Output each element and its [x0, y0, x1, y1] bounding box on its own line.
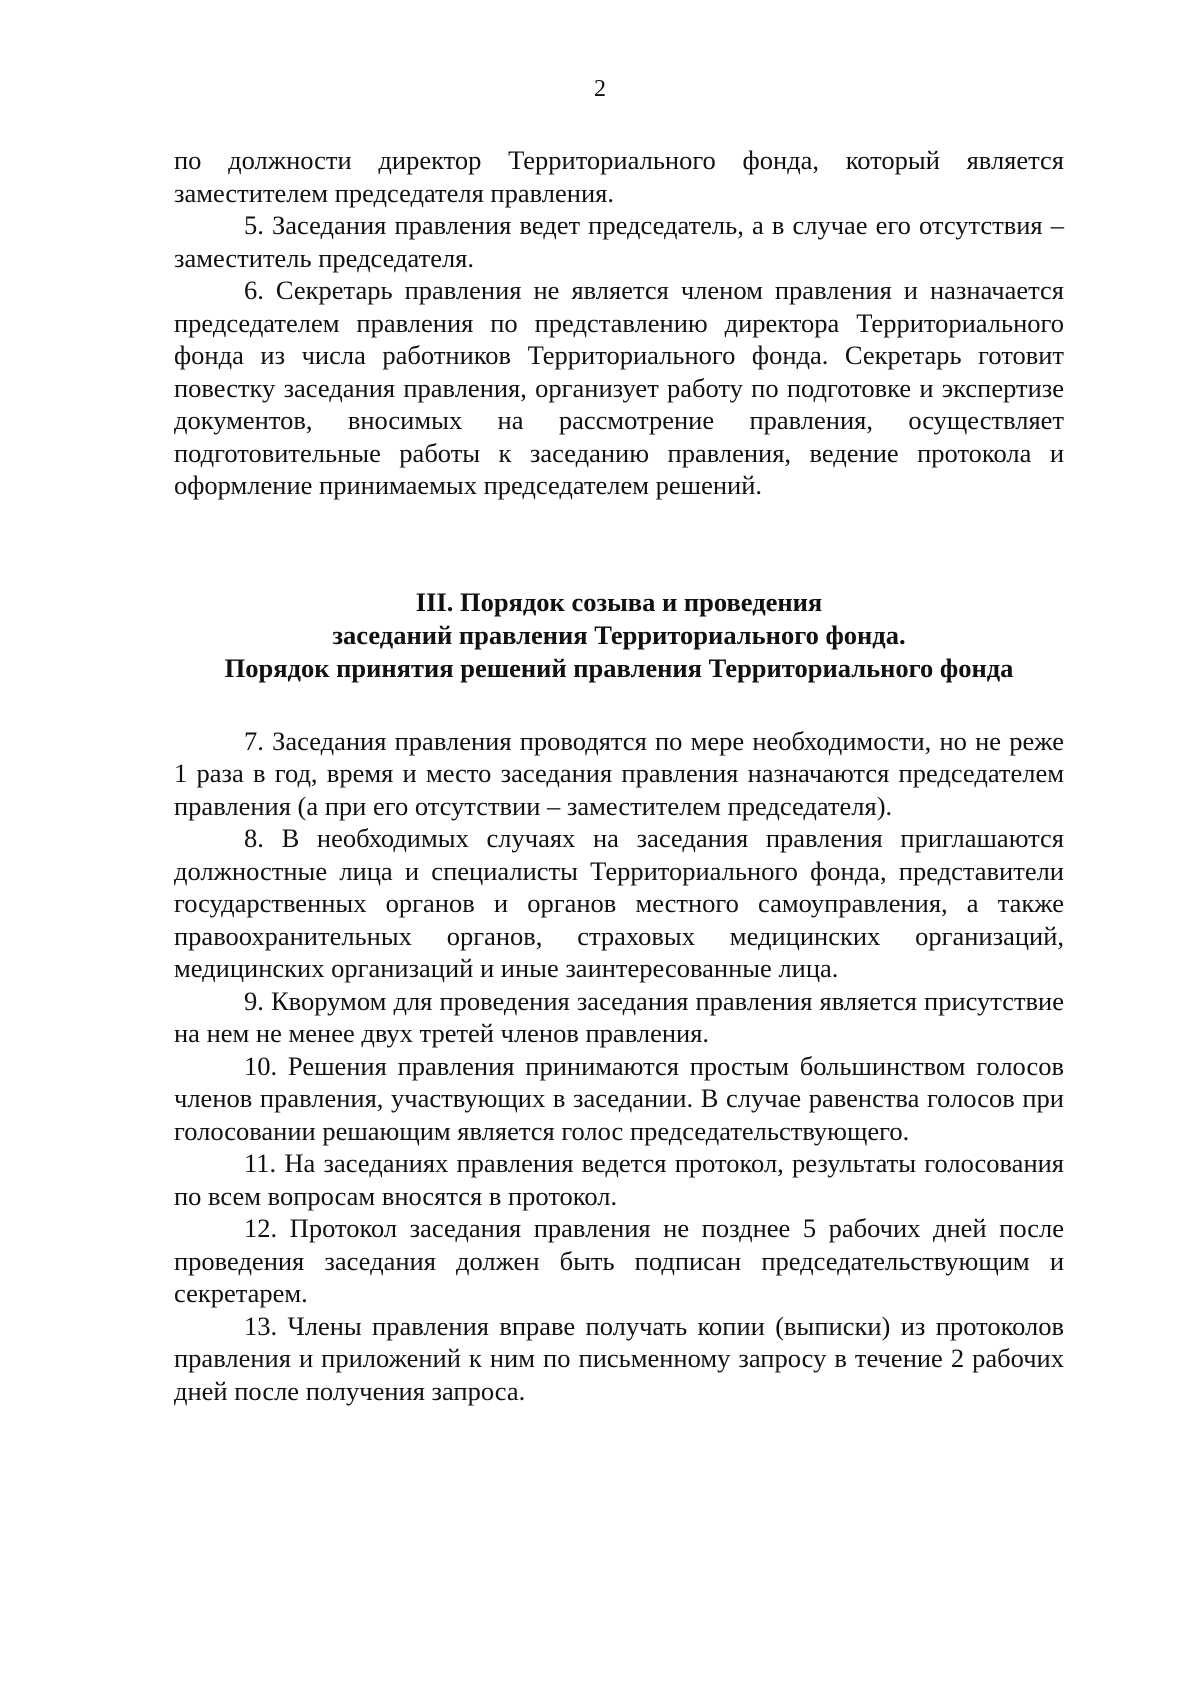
- section-block: [174, 725, 1064, 1408]
- section-heading-line-1: III. Порядок созыва и проведения: [415, 586, 823, 617]
- paragraph-item-6: 6. Секретарь правления не является членом правления и назначается председателем правления по представлению директора Территориального фонда из числа работников Территориального фонда. Секретарь готовит повестку заседания правления, организует работу по подготовке и экспертизе документов, вносимых на рассмотрение правления, осуществляет подготовительные работы к заседанию правления, ведение протокола и оформление принимаемых председателем решений.: [174, 275, 1064, 500]
- paragraph-item-9: 9. Кворумом для проведения заседания правления является присутствие на нем не менее двух третей членов правления.: [174, 985, 1064, 1048]
- paragraph-item-8: 8. В необходимых случаях на заседания правления приглашаются должностные лица и специалисты Территориального фонда, представители государственных органов и органов местного самоуправления, а также правоохранительных органов, страховых медицинских организаций, медицинских организаций и иные заинтересованные лица.: [174, 823, 1064, 983]
- paragraph-item-13: 13. Члены правления вправе получать копии (выписки) из протоколов правления и приложений к ним по письменному запросу в течение 2 рабочих дней после получения запроса.: [174, 1310, 1064, 1406]
- document-body: [174, 144, 1064, 1407]
- section-heading-line-2: заседаний правления Территориального фонда.: [332, 619, 906, 650]
- paragraph-item-10: 10. Решения правления принимаются простым большинством голосов членов правления, участвующих в заседании. В случае равенства голосов при голосовании решающим является голос председательствующего.: [174, 1050, 1064, 1146]
- page-number: 2: [594, 76, 606, 102]
- section-heading: [174, 586, 1064, 685]
- paragraph-item-11: 11. На заседаниях правления ведется протокол, результаты голосования по всем вопросам вносятся в протокол.: [174, 1148, 1064, 1211]
- section-heading-line-3: Порядок принятия решений правления Территориального фонда: [224, 652, 1014, 683]
- paragraph-item-5: 5. Заседания правления ведет председатель, а в случае его отсутствия – заместитель председателя.: [174, 210, 1064, 273]
- intro-block: [174, 144, 1064, 502]
- paragraph-item-12: 12. Протокол заседания правления не позднее 5 рабочих дней после проведения заседания должен быть подписан председательствующим и секретарем.: [174, 1213, 1064, 1308]
- paragraph-continuation: по должности директор Территориального фонда, который является заместителем председателя правления.: [174, 145, 1064, 208]
- paragraph-item-7: 7. Заседания правления проводятся по мере необходимости, но не реже 1 раза в год, время и место заседания правления назначаются председателем правления (а при его отсутствии – заместителем председателя).: [174, 725, 1064, 821]
